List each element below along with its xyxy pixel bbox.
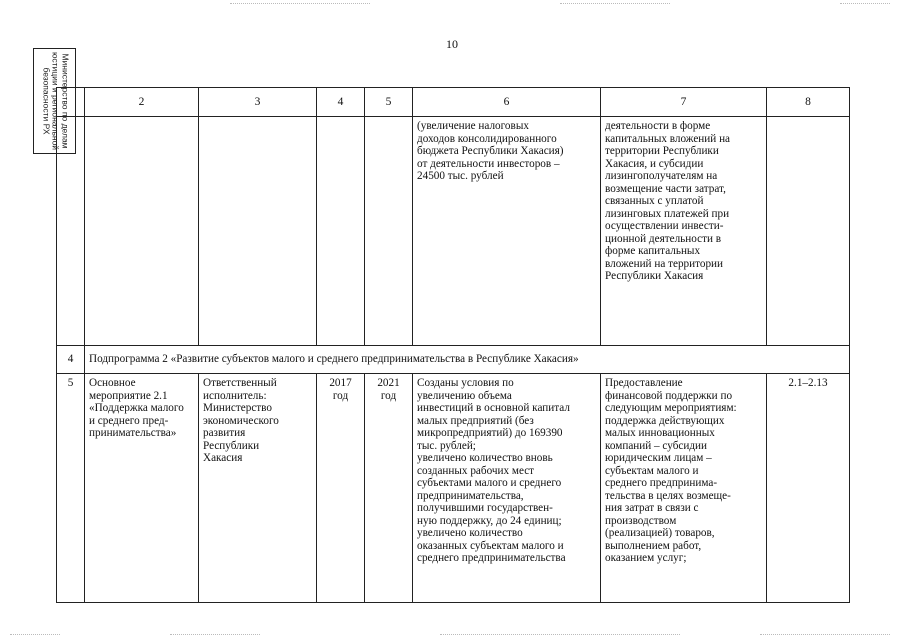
- cont-cell-1: [57, 117, 85, 346]
- subprogram-number: 4: [57, 346, 85, 374]
- registration-stamp-text: Министерство по делам юстиции и региональной безопасности РХ: [40, 51, 70, 151]
- measure-end-year: 2021 год: [365, 374, 413, 603]
- cont-cell-2: [85, 117, 199, 346]
- header-cell-4: 4: [317, 88, 365, 117]
- header-cell-5: 5: [365, 88, 413, 117]
- measure-directions: Предоставление финансовой поддержки по следующим мероприятиям: поддержка действующих малых инновационных компаний – субсидии юридическим лицам – субъектам малого и среднего предпринима- тельства в целях возмеще- ния затрат в связи с производством (реализацией) товаров, выполнением работ, оказанием услуг;: [601, 374, 767, 603]
- cont-cell-results: (увеличение налоговых доходов консолидированного бюджета Республики Хакасия) от деятельности инвесторов – 24500 тыс. рублей: [413, 117, 601, 346]
- measure-indicators: 2.1–2.13: [767, 374, 850, 603]
- table-header-row: [57, 88, 850, 117]
- cont-cell-8: [767, 117, 850, 346]
- measure-name: Основное мероприятие 2.1 «Поддержка малого и среднего пред- принимательства»: [85, 374, 199, 603]
- measures-table: [56, 87, 850, 603]
- header-cell-7: 7: [601, 88, 767, 117]
- bottom-margin-mark: [10, 634, 60, 636]
- measure-start-year: 2017 год: [317, 374, 365, 603]
- table-row-measure: [57, 374, 850, 603]
- bottom-margin-mark: [440, 634, 680, 636]
- header-cell-6: 6: [413, 88, 601, 117]
- top-margin-mark: [840, 3, 890, 5]
- header-cell-1: [57, 88, 85, 117]
- measure-executor: Ответственный исполнитель: Министерство экономического развития Республики Хакасия: [199, 374, 317, 603]
- table-row-subprogram: [57, 346, 850, 374]
- page-number: 10: [446, 37, 458, 51]
- cont-cell-measures: деятельности в форме капитальных вложений на территории Республики Хакасия, и субсидии лизингополучателям на возмещение части затрат, связанных с уплатой лизинговых платежей при осуществлении инвести- ционной деятельности в форме капитальных вложений на территории Республики Хакасия: [601, 117, 767, 346]
- top-margin-mark: [230, 3, 370, 5]
- header-cell-3: 3: [199, 88, 317, 117]
- top-margin-mark: [560, 3, 670, 5]
- table-row-continuation: [57, 117, 850, 346]
- cont-cell-4: [317, 117, 365, 346]
- header-cell-8: 8: [767, 88, 850, 117]
- measure-number: 5: [57, 374, 85, 603]
- bottom-margin-mark: [760, 634, 890, 636]
- header-cell-2: 2: [85, 88, 199, 117]
- measure-results: Созданы условия по увеличению объема инвестиций в основной капитал малых предприятий (без микропредприятий) до 169390 тыс. рублей; увеличено количество вновь созданных рабочих мест субъектами малого и среднего предпринимательства, получившими государствен- ную поддержку, до 24 единиц; увеличено количество оказанных субъектам малого и среднего предпринимательства: [413, 374, 601, 603]
- cont-cell-5: [365, 117, 413, 346]
- bottom-margin-mark: [170, 634, 260, 636]
- cont-cell-3: [199, 117, 317, 346]
- subprogram-title: Подпрограмма 2 «Развитие субъектов малого и среднего предпринимательства в Республике Хакасия»: [85, 346, 850, 374]
